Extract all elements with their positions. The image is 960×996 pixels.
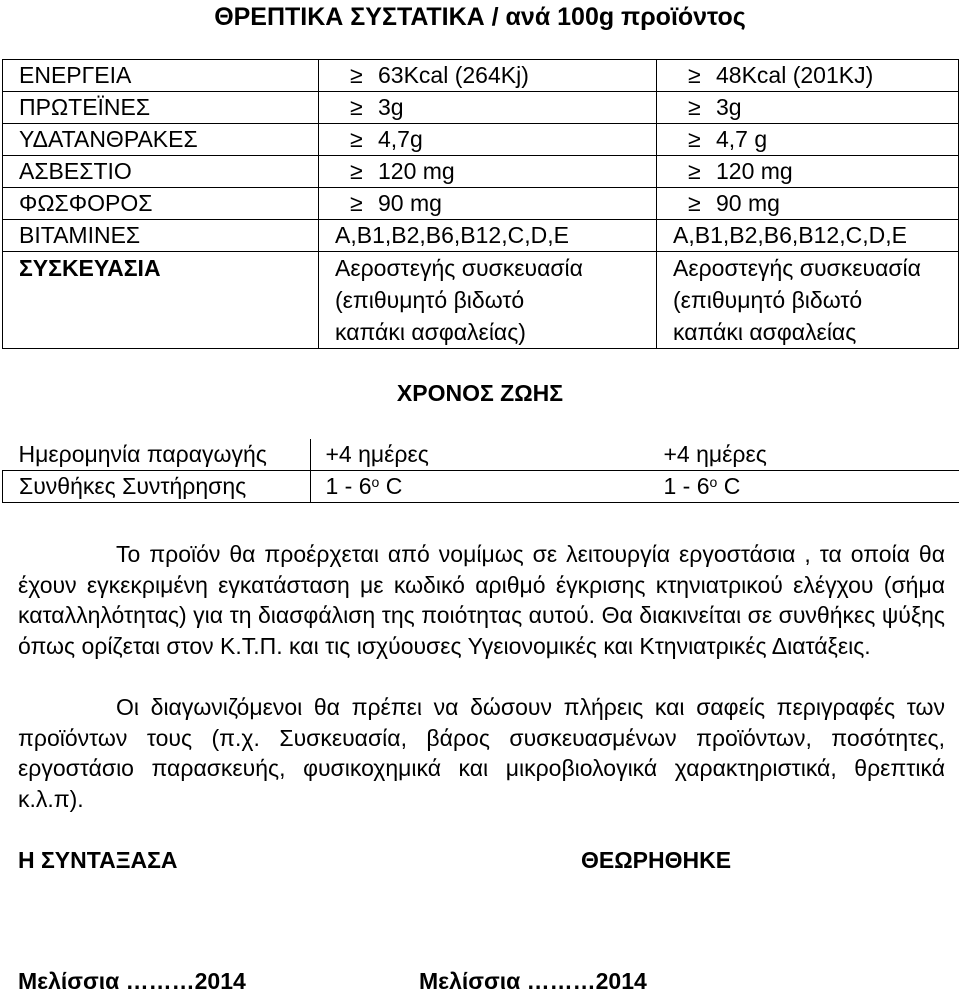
packaging-label: ΣΥΣΚΕΥΑΣΙΑ bbox=[3, 252, 319, 349]
greater-equal-symbol: ≥ bbox=[350, 158, 363, 184]
storage-col1-unit: C bbox=[379, 473, 403, 499]
nutrient-value-1 bbox=[319, 92, 657, 124]
nutrient-label-text: ΠΡΩΤΕΪΝΕΣ bbox=[19, 94, 151, 120]
compiler-date: Μελίσσια ………2014 bbox=[18, 968, 246, 994]
nutrient-label-text: ΕΝΕΡΓΕΙΑ bbox=[19, 62, 132, 88]
production-date-col1: +4 ημέρες bbox=[325, 441, 429, 467]
nutrition-row bbox=[3, 188, 959, 220]
production-date-row bbox=[3, 439, 960, 471]
nutrient-value-1 bbox=[319, 124, 657, 156]
nutrient-value-2 bbox=[657, 188, 959, 220]
greater-equal-symbol: ≥ bbox=[350, 190, 363, 216]
nutrition-table bbox=[2, 59, 959, 349]
nutrient-label-text: ΒΙΤΑΜΙΝΕΣ bbox=[19, 222, 141, 248]
nutrient-value-1 bbox=[319, 156, 657, 188]
nutrient-value-1-text: 3g bbox=[378, 94, 404, 120]
nutrient-value-2-text: 3g bbox=[716, 94, 742, 120]
nutrient-label bbox=[3, 60, 319, 92]
greater-equal-symbol: ≥ bbox=[350, 62, 363, 88]
packaging-row bbox=[3, 252, 959, 349]
greater-equal-symbol: ≥ bbox=[688, 62, 701, 88]
packaging-line: (επιθυμητό βιδωτό bbox=[335, 287, 525, 313]
greater-equal-symbol: ≥ bbox=[688, 94, 701, 120]
nutrient-value-1 bbox=[319, 188, 657, 220]
nutrient-value-1 bbox=[319, 60, 657, 92]
greater-equal-symbol: ≥ bbox=[688, 190, 701, 216]
nutrient-value-1-text: 4,7g bbox=[378, 126, 423, 152]
storage-col2-unit: C bbox=[717, 473, 741, 499]
shelf-life-table bbox=[2, 439, 959, 503]
storage-conditions-label: Συνθήκες Συντήρησης bbox=[3, 471, 311, 503]
nutrient-label-text: ΥΔΑΤΑΝΘΡΑΚΕΣ bbox=[19, 126, 198, 152]
nutrition-row bbox=[3, 124, 959, 156]
nutrient-value-2-text: A,B1,B2,B6,B12,C,D,E bbox=[673, 222, 907, 248]
nutrient-value-2 bbox=[657, 60, 959, 92]
nutrient-value-1-text: 120 mg bbox=[378, 158, 455, 184]
packaging-line: Αεροστεγής συσκευασία bbox=[335, 255, 583, 281]
degree-mark: ο bbox=[709, 474, 718, 490]
approved-date: Μελίσσια ………2014 bbox=[419, 968, 647, 994]
nutrient-label bbox=[3, 124, 319, 156]
bidder-description-paragraph bbox=[18, 692, 945, 814]
compiler-title: Η ΣΥΝΤΑΞΑΣΑ bbox=[18, 847, 178, 873]
nutrient-value-1-text: A,B1,B2,B6,B12,C,D,E bbox=[335, 222, 569, 248]
nutrient-label-text: ΦΩΣΦΟΡΟΣ bbox=[19, 190, 153, 216]
nutrient-value-1 bbox=[319, 220, 657, 252]
paragraph-2-text: Οι διαγωνιζόμενοι θα πρέπει να δώσουν πλήρεις και σαφείς περιγραφές των προϊόντων τους (π.χ. Συσκευασία, βάρος συσκευασμένων προϊόντων, ποσότητες, εργοστάσιο παρασκευής, φυσικοχημικά και μικροβιολογικά χαρακτηριστικά, θρεπτικά κ.λ.π). bbox=[18, 694, 945, 812]
product-origin-paragraph bbox=[18, 539, 945, 661]
nutrient-label bbox=[3, 220, 319, 252]
nutrition-row bbox=[3, 92, 959, 124]
production-date-col2: +4 ημέρες bbox=[663, 441, 767, 467]
paragraph-1-text: Το προϊόν θα προέρχεται από νομίμως σε λειτουργία εργοστάσια , τα οποία θα έχουν εγκεκριμένη εγκατάσταση με κωδικό αριθμό έγκρισης κτηνιατρικού ελέγχου (σήμα καταλληλότητας) για τη διασφάλιση της ποιότητας αυτού. Θα διακινείται σε συνθήκες ψύξης όπως ορίζεται στον Κ.Τ.Π. και τις ισχύουσες Υγειονομικές και Κτηνιατρικές Διατάξεις. bbox=[18, 541, 945, 659]
greater-equal-symbol: ≥ bbox=[688, 158, 701, 184]
degree-mark: ο bbox=[371, 474, 380, 490]
nutrient-label-text: ΑΣΒΕΣΤΙΟ bbox=[19, 158, 132, 184]
nutrient-value-2 bbox=[657, 92, 959, 124]
storage-col2-range: 1 - 6 bbox=[663, 473, 710, 499]
packaging-line: Αεροστεγής συσκευασία bbox=[673, 255, 921, 281]
nutrient-value-2-text: 90 mg bbox=[716, 190, 780, 216]
nutrient-value-1-text: 90 mg bbox=[378, 190, 442, 216]
nutrition-row bbox=[3, 60, 959, 92]
packaging-line: καπάκι ασφαλείας) bbox=[335, 319, 526, 345]
nutrient-value-2-text: 120 mg bbox=[716, 158, 793, 184]
nutrient-value-2-text: 4,7 g bbox=[716, 126, 768, 152]
nutrient-value-2 bbox=[657, 124, 959, 156]
packaging-col1 bbox=[319, 252, 657, 349]
nutrient-label bbox=[3, 156, 319, 188]
document-title: ΘΡΕΠΤΙΚΑ ΣΥΣΤΑΤΙΚΑ / ανά 100g προϊόντος bbox=[214, 3, 746, 31]
packaging-line: καπάκι ασφαλείας bbox=[673, 319, 857, 345]
nutrient-value-2-text: 48Kcal (201KJ) bbox=[716, 62, 874, 88]
shelf-life-heading: ΧΡΟΝΟΣ ΖΩΗΣ bbox=[396, 380, 564, 406]
approved-title: ΘΕΩΡΗΘΗΚΕ bbox=[581, 847, 732, 873]
packaging-line: (επιθυμητό βιδωτό bbox=[673, 287, 863, 313]
storage-conditions-row bbox=[3, 471, 960, 503]
nutrient-value-2 bbox=[657, 220, 959, 252]
nutrient-label bbox=[3, 188, 319, 220]
nutrition-row bbox=[3, 220, 959, 252]
nutrient-value-1-text: 63Kcal (264Kj) bbox=[378, 62, 529, 88]
nutrition-row bbox=[3, 156, 959, 188]
storage-conditions-col1 bbox=[310, 471, 648, 503]
greater-equal-symbol: ≥ bbox=[350, 126, 363, 152]
storage-conditions-col2 bbox=[648, 471, 960, 503]
nutrient-value-2 bbox=[657, 156, 959, 188]
greater-equal-symbol: ≥ bbox=[688, 126, 701, 152]
nutrient-label bbox=[3, 92, 319, 124]
storage-col1-range: 1 - 6 bbox=[325, 473, 372, 499]
production-date-label: Ημερομηνία παραγωγής bbox=[3, 439, 311, 471]
greater-equal-symbol: ≥ bbox=[350, 94, 363, 120]
packaging-col2 bbox=[657, 252, 959, 349]
